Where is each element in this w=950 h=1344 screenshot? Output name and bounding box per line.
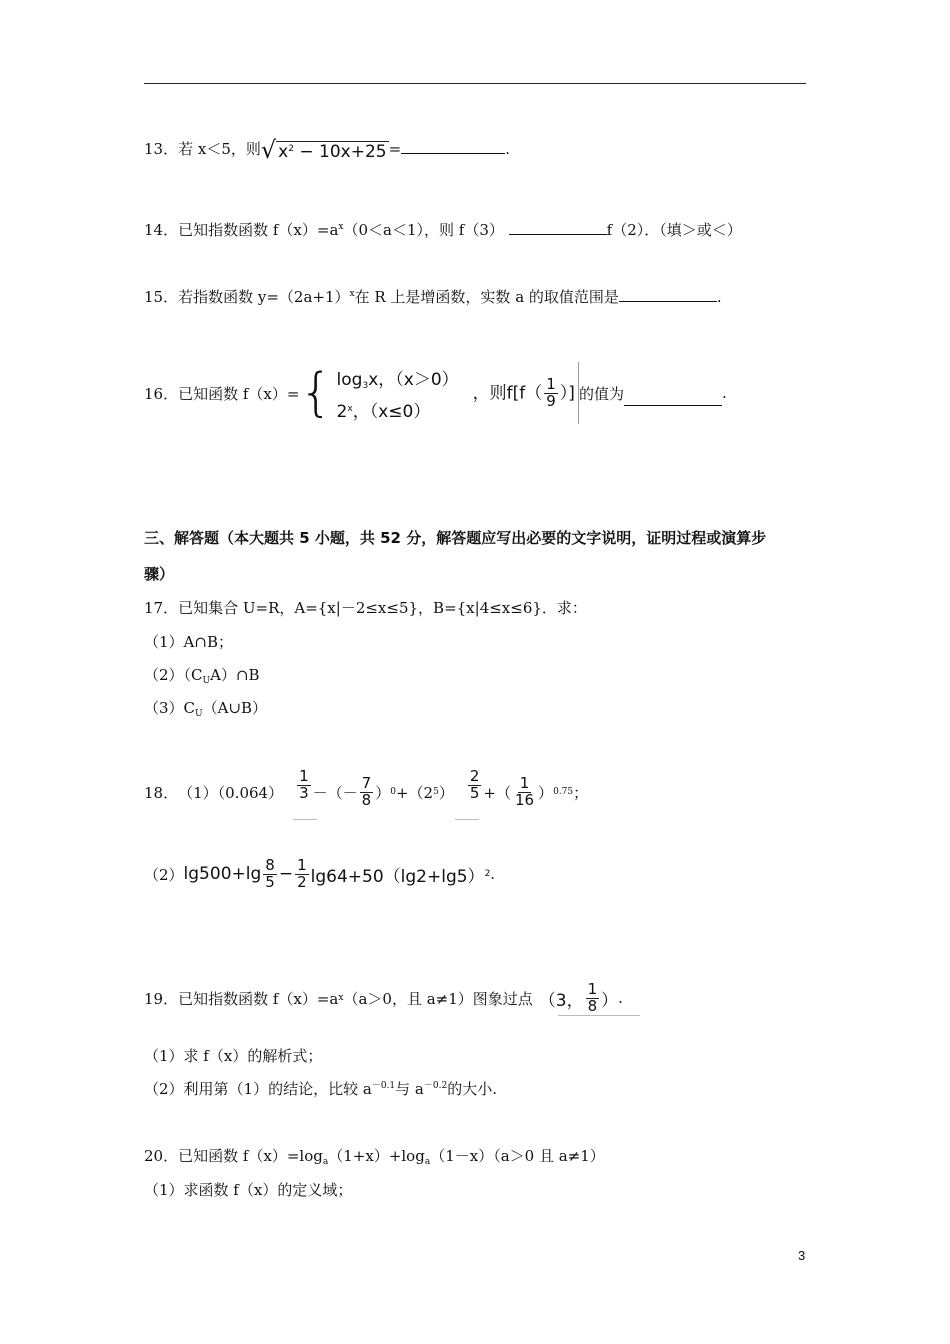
period: .	[721, 384, 727, 402]
question-17-part-1: （1）A∩B；	[144, 633, 233, 651]
expr-text: lg64+50（lg2+lg5）	[310, 866, 485, 887]
part-text: （2）	[144, 865, 184, 884]
question-19-part-1: （1）求 f（x）的解析式；	[144, 1047, 323, 1065]
subscript: a	[424, 1157, 431, 1167]
question-number: 14．	[144, 221, 179, 239]
subscript: a	[322, 1157, 329, 1167]
fraction-exponent-1	[297, 769, 311, 802]
section-heading-cont: 骤）	[144, 565, 175, 583]
question-text: （a＞0，且 a≠1）图象过点	[343, 989, 533, 1008]
period: .	[505, 140, 510, 158]
then-text: ，则f[f（	[472, 383, 543, 403]
part-text: （1）（0.064）	[178, 783, 284, 802]
expr-text: −	[278, 864, 294, 885]
expr-text: +（2	[395, 783, 434, 802]
fraction-7-8	[360, 776, 374, 809]
numerator: 1	[587, 980, 598, 998]
image-underline	[293, 819, 317, 820]
log: log	[336, 369, 363, 390]
question-17-part-3	[144, 697, 267, 719]
denominator: 9	[546, 391, 556, 410]
exponent: 0.75	[553, 787, 574, 798]
exponent: －0.2	[423, 1081, 448, 1091]
part-text: A）∩B	[210, 666, 260, 684]
question-18-part-2	[144, 858, 495, 891]
log-base: 3	[362, 380, 369, 391]
radicand-var: x	[278, 142, 289, 162]
question-16	[144, 362, 727, 424]
answer-blank[interactable]	[624, 390, 722, 406]
expr-text: ）	[375, 783, 391, 802]
denominator: 2	[297, 872, 307, 891]
answer-blank[interactable]	[401, 138, 505, 154]
question-text: 若指数函数 y=（2a+1）	[178, 288, 350, 306]
question-text: （1－x）（a＞0 且 a≠1）	[430, 1147, 605, 1165]
expr-text: ）	[538, 783, 554, 802]
question-17-stem: 17．已知集合 U=R，A={x|－2≤x≤5}，B={x|4≤x≤6}．求：	[144, 599, 587, 617]
question-20-stem	[144, 1145, 605, 1167]
question-15	[144, 286, 722, 307]
expr-text: lg500+lg	[183, 864, 262, 885]
case-1-rest: x，（x＞0）	[368, 369, 459, 390]
page-number: 3	[798, 1248, 806, 1263]
question-text: 的值为	[578, 384, 624, 403]
exponent: 2	[288, 144, 294, 154]
denominator: 8	[361, 790, 372, 809]
fraction-1-8	[586, 982, 600, 1015]
question-20-part-1: （1）求函数 f（x）的定义域；	[144, 1181, 353, 1199]
denominator: 5	[265, 872, 275, 891]
denominator: 3	[299, 783, 309, 802]
numerator: 1	[546, 374, 556, 393]
question-text: 若 x＜5，则	[178, 140, 261, 158]
numerator: 1	[519, 774, 530, 792]
radicand	[276, 141, 388, 162]
subscript: U	[195, 709, 203, 719]
question-19-part-2	[144, 1078, 497, 1099]
question-text: （1+x）+log	[328, 1147, 425, 1165]
numerator: 2	[469, 767, 480, 785]
header-rule	[144, 83, 806, 84]
fraction-8-5	[263, 858, 277, 891]
exponent: x	[338, 222, 344, 232]
answer-blank[interactable]	[619, 286, 717, 302]
question-text: 已知指数函数 f（x）=a	[178, 221, 339, 239]
question-text: 19．已知指数函数 f（x）=a	[144, 989, 339, 1008]
expr-text: ）	[438, 783, 454, 802]
question-19-stem	[144, 982, 623, 1015]
part-text: 与 a	[395, 1080, 424, 1098]
part-text: （2）（C	[144, 666, 203, 684]
image-underline	[558, 1015, 640, 1016]
denominator: 16	[514, 790, 535, 809]
period: .	[716, 288, 722, 306]
section-heading: 三、解答题（本大题共 5 小题，共 52 分，解答题应写出必要的文字说明，证明过程或演算步	[144, 529, 767, 547]
exponent: x	[338, 993, 344, 1004]
fraction	[544, 374, 558, 410]
period: .	[490, 865, 496, 884]
image-underline	[455, 819, 479, 820]
base: 2	[336, 401, 348, 422]
exponent: x	[349, 289, 355, 299]
numerator: 1	[297, 856, 307, 874]
question-14	[144, 219, 742, 240]
close-bracket: ）]	[559, 383, 575, 403]
denominator: 5	[469, 783, 480, 802]
exponent: x	[347, 403, 353, 414]
expr-text: （3，	[538, 990, 584, 1011]
cases	[337, 365, 459, 422]
question-text: 20．已知函数 f（x）=log	[144, 1147, 323, 1165]
question-17-part-2	[144, 664, 260, 686]
case-1	[337, 365, 459, 391]
square-root	[261, 138, 389, 162]
radical-sign: √	[260, 136, 277, 164]
expr-text: +（	[483, 783, 511, 802]
question-text: 已知函数 f（x）=	[178, 384, 300, 403]
answer-blank[interactable]	[509, 219, 607, 235]
numerator: 7	[361, 774, 372, 792]
question-number: 13．	[144, 140, 179, 158]
exponent: 5	[433, 787, 439, 798]
numerator: 1	[299, 767, 309, 785]
question-number: 18．	[144, 783, 179, 802]
subscript: U	[202, 676, 211, 686]
log-expression	[184, 858, 491, 891]
fraction-exponent-2	[468, 769, 482, 802]
expr-text: ；	[573, 783, 589, 802]
point-coordinates	[539, 982, 618, 1015]
fraction-1-16	[513, 776, 536, 809]
period: .	[618, 989, 623, 1008]
part-text: （3）C	[144, 699, 196, 717]
left-brace: {	[299, 362, 333, 423]
question-text: f（2）．（填＞或＜）	[606, 221, 742, 239]
exponent: 0	[390, 787, 396, 798]
equals: =	[388, 140, 402, 158]
expr-text: －（－	[312, 783, 358, 802]
radicand-rest: − 10x+25	[293, 142, 387, 162]
expr-text: ）	[601, 990, 619, 1011]
part-text: （2）利用第（1）的结论，比较 a	[144, 1080, 372, 1098]
question-text: （0＜a＜1），则 f（3）	[343, 221, 504, 239]
exponent: 2	[484, 869, 491, 880]
denominator: 8	[587, 996, 598, 1015]
composite-expression	[472, 374, 575, 410]
part-text: （A∪B）	[202, 699, 268, 717]
question-number: 15．	[144, 288, 179, 306]
question-text: 在 R 上是增函数，实数 a 的取值范围是	[354, 288, 619, 306]
piecewise-function	[299, 362, 459, 423]
exponent: －0.1	[371, 1081, 396, 1091]
part-text: 的大小.	[447, 1080, 497, 1098]
case-2	[337, 397, 459, 422]
case-2-rest: ，（x≤0）	[352, 401, 431, 422]
question-number: 16．	[144, 384, 179, 403]
question-18-part-1	[144, 767, 589, 809]
question-13	[144, 138, 510, 162]
fraction-1-2	[295, 858, 309, 891]
numerator: 8	[265, 856, 275, 874]
